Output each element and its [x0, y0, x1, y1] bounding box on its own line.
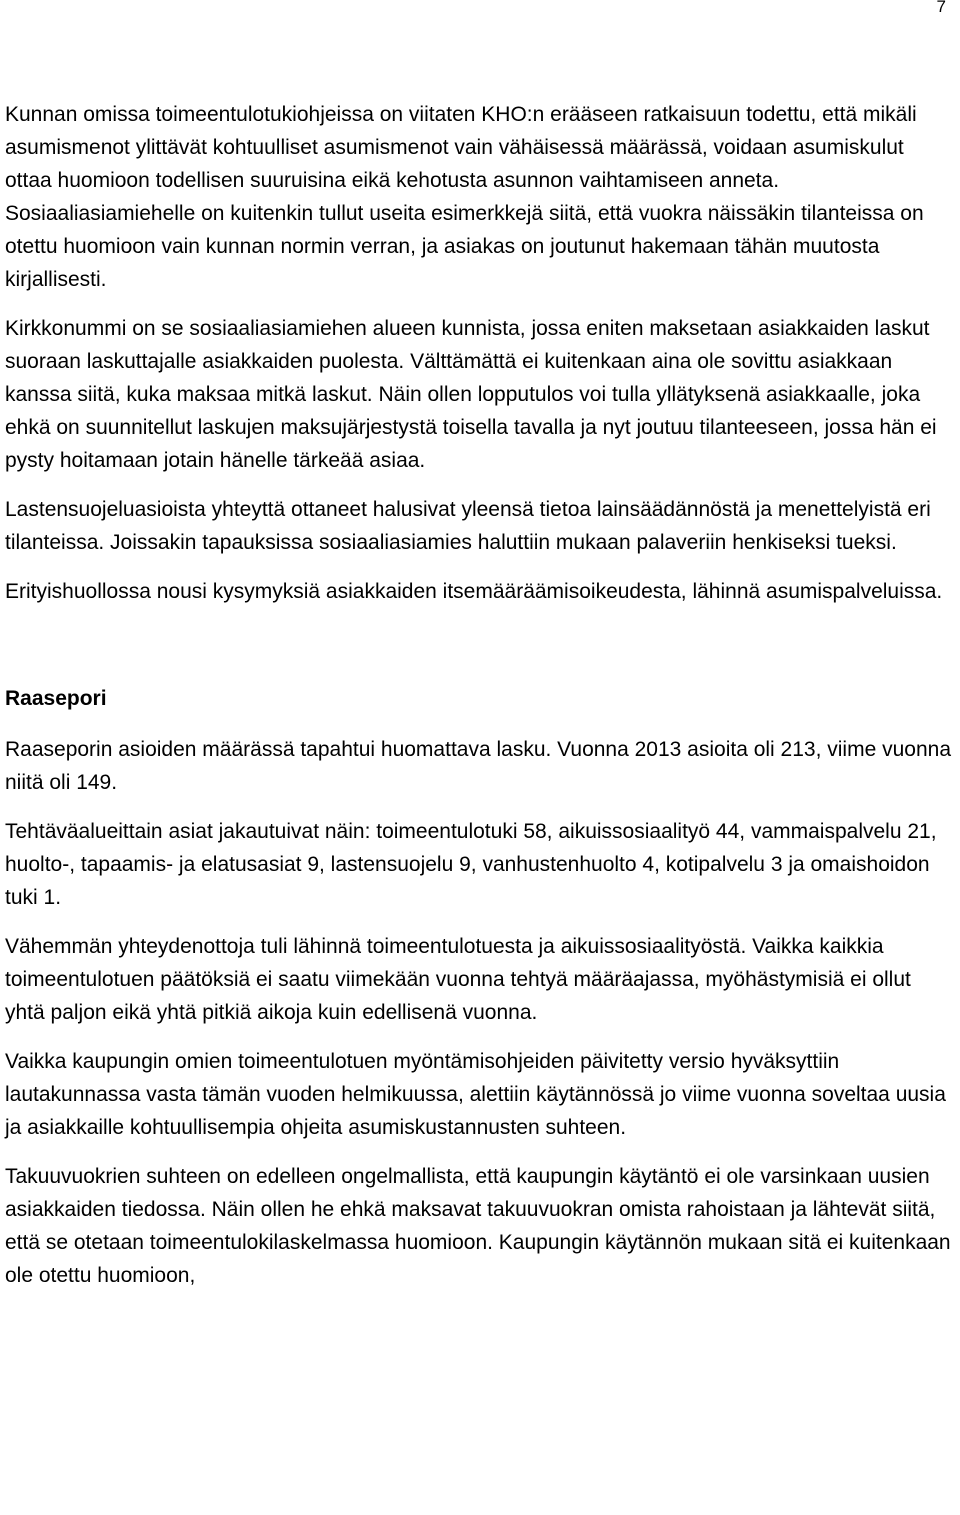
paragraph: Raaseporin asioiden määrässä tapahtui huomattava lasku. Vuonna 2013 asioita oli 213, viime vuonna niitä oli 149. [5, 738, 951, 794]
paragraph: Kirkkonummi on se sosiaaliasiamiehen alueen kunnista, jossa eniten maksetaan asiakkaiden laskut suoraan laskuttajalle asiakkaiden puolesta. Välttämättä ei kuitenkaan aina ole sovittu asiakkaan kanssa siitä, kuka maksaa mitkä laskut. Näin ollen lopputulos voi tulla yllätyksenä asiakkaalle, joka ehkä on suunnitellut laskujen maksujärjestystä toisella tavalla ja nyt joutuu tilanteeseen, jossa hän ei pysty hoitamaan jotain hänelle tärkeää asiaa. [5, 317, 937, 472]
paragraph: Takuuvuokrien suhteen on edelleen ongelmallista, että kaupungin käytäntö ei ole varsinkaan uusien asiakkaiden tiedossa. Näin ollen he ehkä maksavat takuuvuokran omista rahoistaan ja lähtevät siitä, että se otetaan toimeentulokilaskelmassa huomioon. Kaupungin käytännön mukaan sitä ei kuitenkaan ole otettu huomioon, [5, 1165, 951, 1287]
page-number: 7 [936, 0, 946, 16]
paragraph: Lastensuojeluasioista yhteyttä ottaneet halusivat yleensä tietoa lainsäädännöstä ja menettelyistä eri tilanteissa. Joissakin tapauksissa sosiaaliasiamies haluttiin mukaan palaveriin henkiseksi tueksi. [5, 498, 931, 554]
paragraph: Kunnan omissa toimeentulotukiohjeissa on viitaten KHO:n erääseen ratkaisuun todettu, että mikäli asumismenot ylittävät kohtuulliset asumismenot vain vähäisessä määrässä, voidaan asumiskulut ottaa huomioon todellisen suuruisina eikä kehotusta asunnon vaihtamiseen anneta. Sosiaaliasiamiehelle on kuitenkin tullut useita esimerkkejä siitä, että vuokra näissäkin tilanteissa on otettu huomioon vain kunnan normin verran, ja asiakas on joutunut hakemaan tähän muutosta kirjallisesti. [5, 103, 924, 291]
paragraph: Vaikka kaupungin omien toimeentulotuen myöntämisohjeiden päivitetty versio hyväksyttiin lautakunnassa vasta tämän vuoden helmikuussa, alettiin käytännössä jo viime vuonna soveltaa uusia ja asiakkaille kohtuullisempia ohjeita asumiskustannusten suhteen. [5, 1050, 946, 1139]
section-heading: Raasepori [5, 687, 107, 710]
paragraph: Erityishuollossa nousi kysymyksiä asiakkaiden itsemääräämisoikeudesta, lähinnä asumispalveluissa. [5, 580, 943, 603]
paragraph: Tehtäväalueittain asiat jakautuivat näin: toimeentulotuki 58, aikuissosiaalityö 44, vammaispalvelu 21, huolto-, tapaamis- ja elatusasiat 9, lastensuojelu 9, vanhustenhuolto 4, kotipalvelu 3 ja omaishoidon tuki 1. [5, 820, 937, 909]
document-body [5, 98, 955, 1308]
paragraph: Vähemmän yhteydenottoja tuli lähinnä toimeentulotuesta ja aikuissosiaalityöstä. Vaikka kaikkia toimeentulotuen päätöksiä ei saatu viimekään vuonna tehtyä määräajassa, myöhästymisiä ei ollut yhtä paljon eikä yhtä pitkiä aikoja kuin edellisenä vuonna. [5, 935, 911, 1024]
